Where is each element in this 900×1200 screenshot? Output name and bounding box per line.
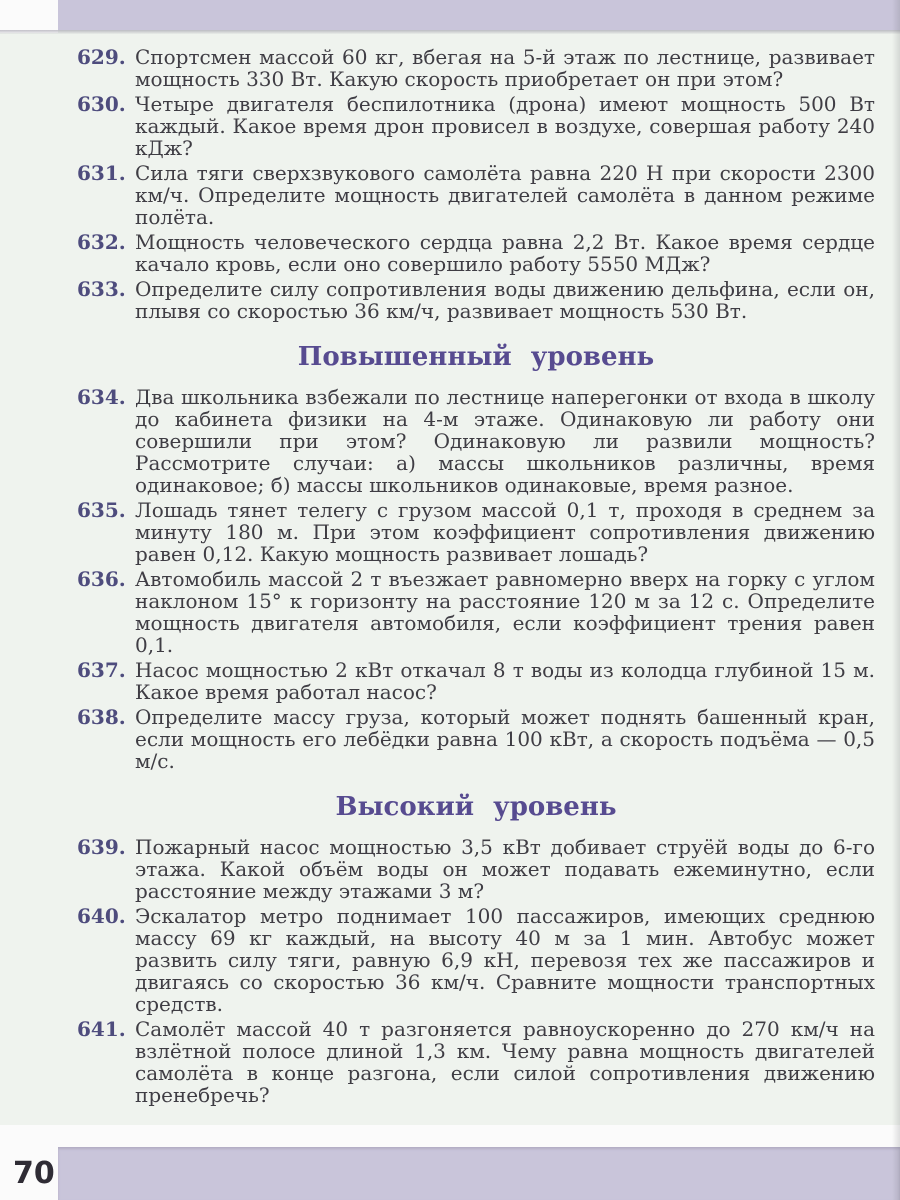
problem-number: 633.: [77, 277, 126, 301]
problem-text: Спортсмен массой 60 кг, вбегая на 5-й этаж по лестнице, развивает мощность 330 Вт. Какую скорость приобретает он при этом?: [135, 45, 875, 91]
problem-number: 638.: [77, 705, 126, 729]
problem-row: [77, 93, 875, 159]
problem-number: 641.: [77, 1017, 126, 1041]
problem-text: Лошадь тянет телегу с грузом массой 0,1 т, проходя в среднем за минуту 180 м. При этом коэффициент сопротивления движению равен 0,12. Какую мощность развивает лошадь?: [135, 498, 875, 566]
problem-row: [77, 836, 875, 902]
problem-text: Эскалатор метро поднимает 100 пассажиров, имеющих среднюю массу 69 кг каждый, на высоту 40 м за 1 мин. Автобус может развить силу тяги, равную 6,9 кН, перевозя тех же пассажиров и двигаясь со скоростью 36 км/ч. Сравните мощности транспортных средств.: [135, 904, 875, 1016]
problem-row: [77, 46, 875, 90]
problem-number: 629.: [77, 45, 126, 69]
problem-row: [77, 278, 875, 322]
bottom-accent-bar: [58, 1147, 900, 1200]
bottom-margin: [0, 1125, 900, 1147]
top-accent-bar: [58, 0, 900, 30]
page-number: 70: [13, 1156, 55, 1191]
top-left-margin: [0, 0, 58, 33]
problem-row: [77, 386, 875, 496]
problem-row: [77, 568, 875, 656]
problems-area: [77, 46, 875, 1109]
problem-row: [77, 231, 875, 275]
problem-text: Мощность человеческого сердца равна 2,2 Вт. Какое время сердце качало кровь, если оно совершило работу 5550 МДж?: [135, 230, 875, 276]
section-heading: Высокий уровень: [335, 792, 617, 822]
problem-text: Пожарный насос мощностью 3,5 кВт добивает струёй воды до 6-го этажа. Какой объём воды он может подавать ежеминутно, если расстояние между этажами 3 м?: [135, 835, 875, 903]
problem-number: 637.: [77, 658, 126, 682]
problem-row: [77, 1018, 875, 1106]
problem-number: 635.: [77, 498, 126, 522]
problem-text: Автомобиль массой 2 т въезжает равномерно вверх на горку с углом наклоном 15° к горизонту на расстояние 120 м за 12 с. Определите мощность двигателя автомобиля, если коэффициент трения равен 0,1.: [135, 567, 875, 657]
problem-text: Самолёт массой 40 т разгоняется равноускоренно до 270 км/ч на взлётной полосе длиной 1,3 км. Чему равна мощность двигателей самолёта в конце разгона, если силой сопротивления движению пренебречь?: [135, 1017, 875, 1107]
problem-text: Насос мощностью 2 кВт откачал 8 т воды из колодца глубиной 15 м. Какое время работал насос?: [135, 658, 875, 704]
page-edge-shadow: [892, 0, 900, 1200]
top-bar-shadow: [0, 30, 900, 34]
problem-row: [77, 659, 875, 703]
problem-number: 640.: [77, 904, 126, 928]
problem-text: Два школьника взбежали по лестнице наперегонки от входа в школу до кабинета физики на 4-м этаже. Одинаковую ли работу они совершили при этом? Одинаковую ли развили мощность? Рассмотрите случаи: а) массы школьников различны, время одинаковое; б) массы школьников одинаковые, время разное.: [135, 385, 875, 497]
problem-number: 639.: [77, 835, 126, 859]
problem-row: [77, 905, 875, 1015]
problem-text: Сила тяги сверхзвукового самолёта равна 220 Н при скорости 2300 км/ч. Определите мощность двигателей самолёта в данном режиме полёта.: [135, 161, 875, 229]
problem-row: [77, 162, 875, 228]
problem-text: Определите силу сопротивления воды движению дельфина, если он, плывя со скоростью 36 км/ч, развивает мощность 530 Вт.: [135, 277, 875, 323]
problem-number: 631.: [77, 161, 126, 185]
problem-number: 634.: [77, 385, 126, 409]
problem-number: 636.: [77, 567, 126, 591]
problem-number: 630.: [77, 92, 126, 116]
problem-text: Определите массу груза, который может поднять башенный кран, если мощность его лебёдки равна 100 кВт, а скорость подъёма — 0,5 м/с.: [135, 705, 875, 773]
problem-text: Четыре двигателя беспилотника (дрона) имеют мощность 500 Вт каждый. Какое время дрон провисел в воздухе, совершая работу 240 кДж?: [135, 92, 875, 160]
problem-row: [77, 499, 875, 565]
section-heading: Повышенный уровень: [297, 342, 655, 372]
problem-number: 632.: [77, 230, 126, 254]
problem-row: [77, 706, 875, 772]
